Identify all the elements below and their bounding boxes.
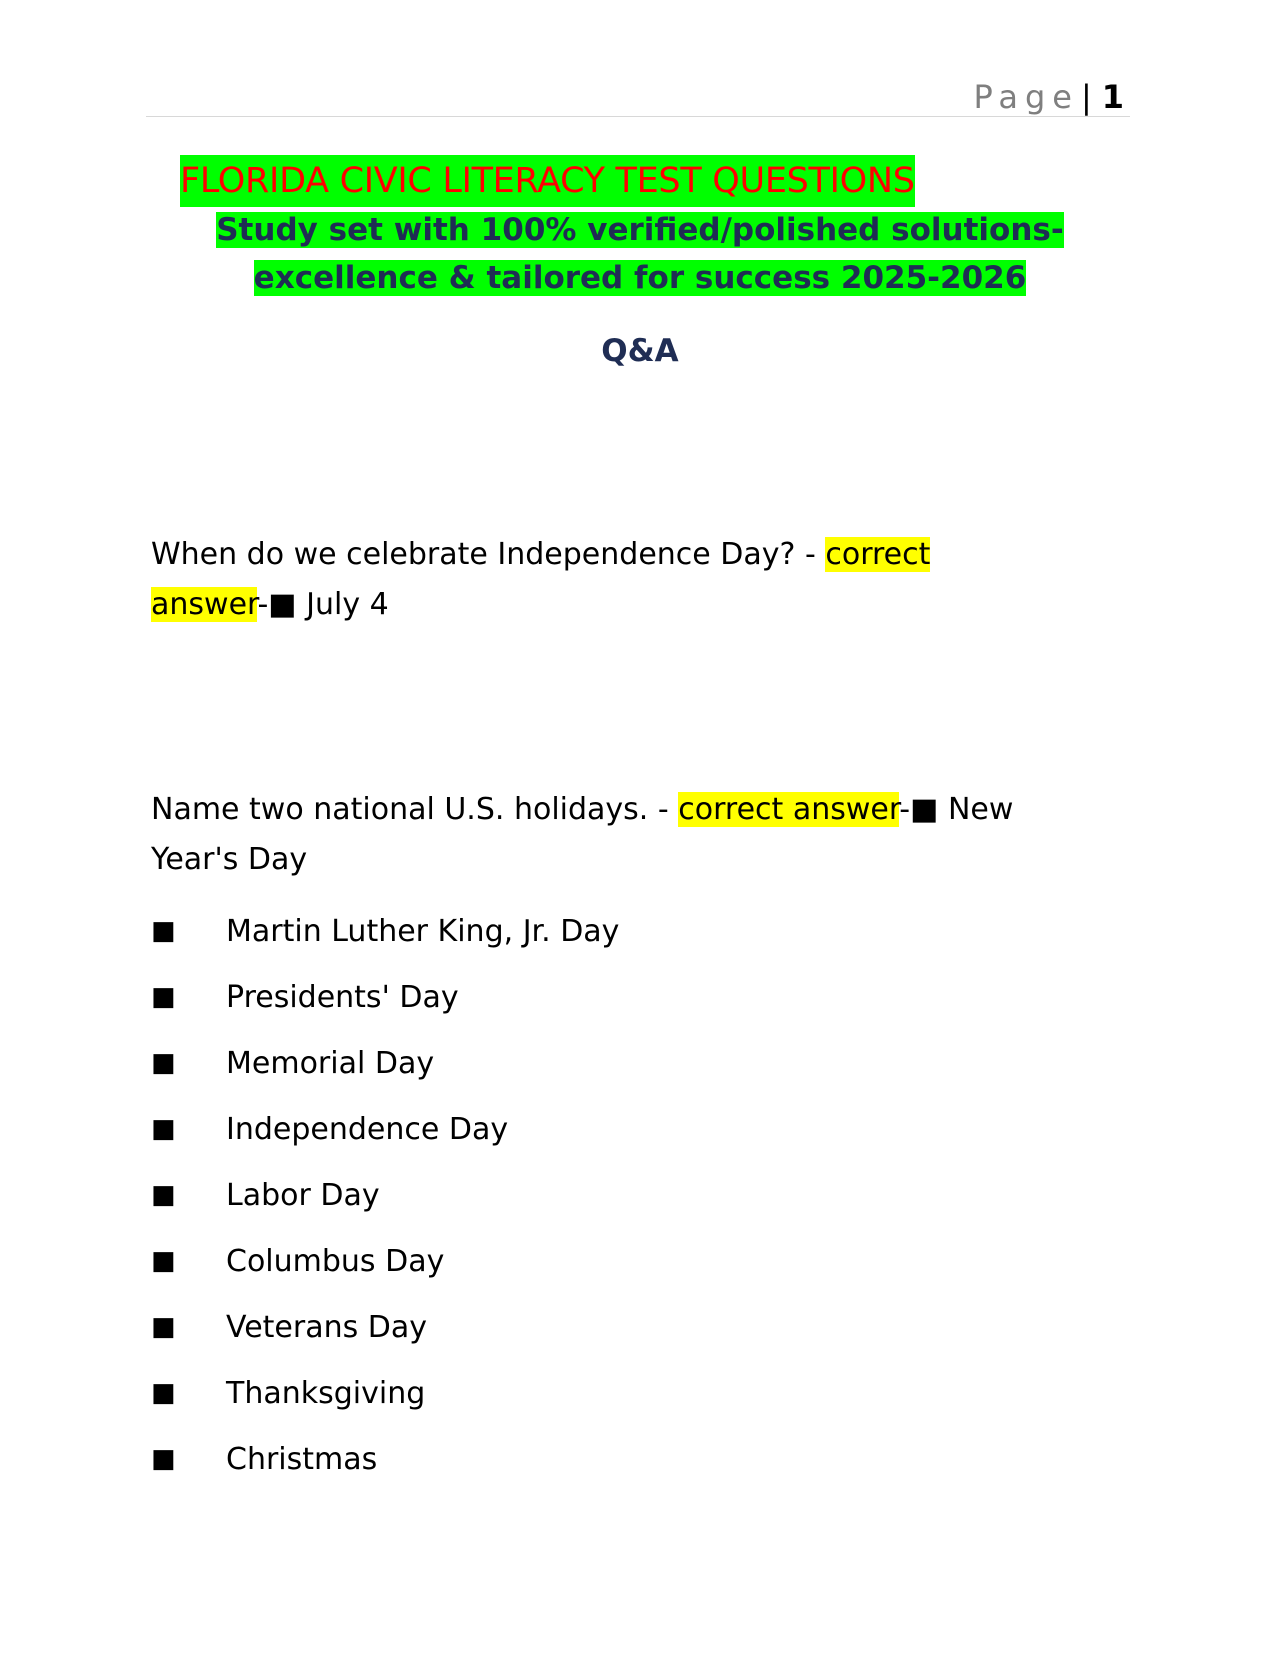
list-item — [151, 1360, 619, 1426]
question-1-answer-label-part-2: answer — [151, 587, 258, 622]
bullet-icon: ■ — [151, 1378, 176, 1408]
list-item-text: Memorial Day — [226, 1045, 435, 1081]
question-1-answer: -■ July 4 — [257, 587, 389, 622]
section-heading: Q&A — [601, 333, 679, 369]
list-item-text: Martin Luther King, Jr. Day — [226, 913, 620, 949]
list-item — [151, 1096, 619, 1162]
subtitle-line-1: Study set with 100% verified/polished solutions- — [216, 212, 1064, 248]
list-item — [151, 1426, 619, 1492]
bullet-icon: ■ — [151, 1246, 176, 1276]
document-subtitle — [150, 206, 1130, 302]
page-number: 1 — [1101, 78, 1124, 116]
list-item — [151, 1294, 619, 1360]
list-item-text: Labor Day — [226, 1177, 380, 1213]
document-title: FLORIDA CIVIC LITERACY TEST QUESTIONS — [180, 155, 915, 207]
list-item — [151, 898, 619, 964]
page-separator: | — [1080, 78, 1092, 116]
question-2-answer-label: correct answer — [678, 792, 900, 827]
list-item — [151, 1162, 619, 1228]
list-item-text: Veterans Day — [226, 1309, 428, 1345]
question-2 — [151, 785, 1091, 885]
page-header — [146, 78, 1130, 117]
question-1 — [151, 530, 1091, 630]
question-1-text: When do we celebrate Independence Day? - — [151, 537, 826, 572]
bullet-icon: ■ — [151, 1114, 176, 1144]
list-item — [151, 964, 619, 1030]
holiday-list — [151, 898, 619, 1492]
list-item-text: Independence Day — [226, 1111, 509, 1147]
bullet-icon: ■ — [151, 1048, 176, 1078]
question-1-answer-label-part-1: correct — [825, 537, 931, 572]
bullet-icon: ■ — [151, 1180, 176, 1210]
list-item-text: Christmas — [226, 1441, 378, 1477]
bullet-icon: ■ — [151, 1312, 176, 1342]
list-item — [151, 1228, 619, 1294]
page-word: Page — [973, 78, 1079, 116]
list-item-text: Presidents' Day — [226, 979, 459, 1015]
question-2-answer: -■ New Year's Day — [151, 792, 1014, 877]
subtitle-line-2: excellence & tailored for success 2025-2026 — [253, 260, 1027, 296]
list-item — [151, 1030, 619, 1096]
bullet-icon: ■ — [151, 1444, 176, 1474]
list-item-text: Thanksgiving — [226, 1375, 426, 1411]
page-number-label — [973, 78, 1124, 116]
bullet-icon: ■ — [151, 982, 176, 1012]
question-2-text: Name two national U.S. holidays. - — [151, 792, 679, 827]
list-item-text: Columbus Day — [226, 1243, 445, 1279]
bullet-icon: ■ — [151, 916, 176, 946]
